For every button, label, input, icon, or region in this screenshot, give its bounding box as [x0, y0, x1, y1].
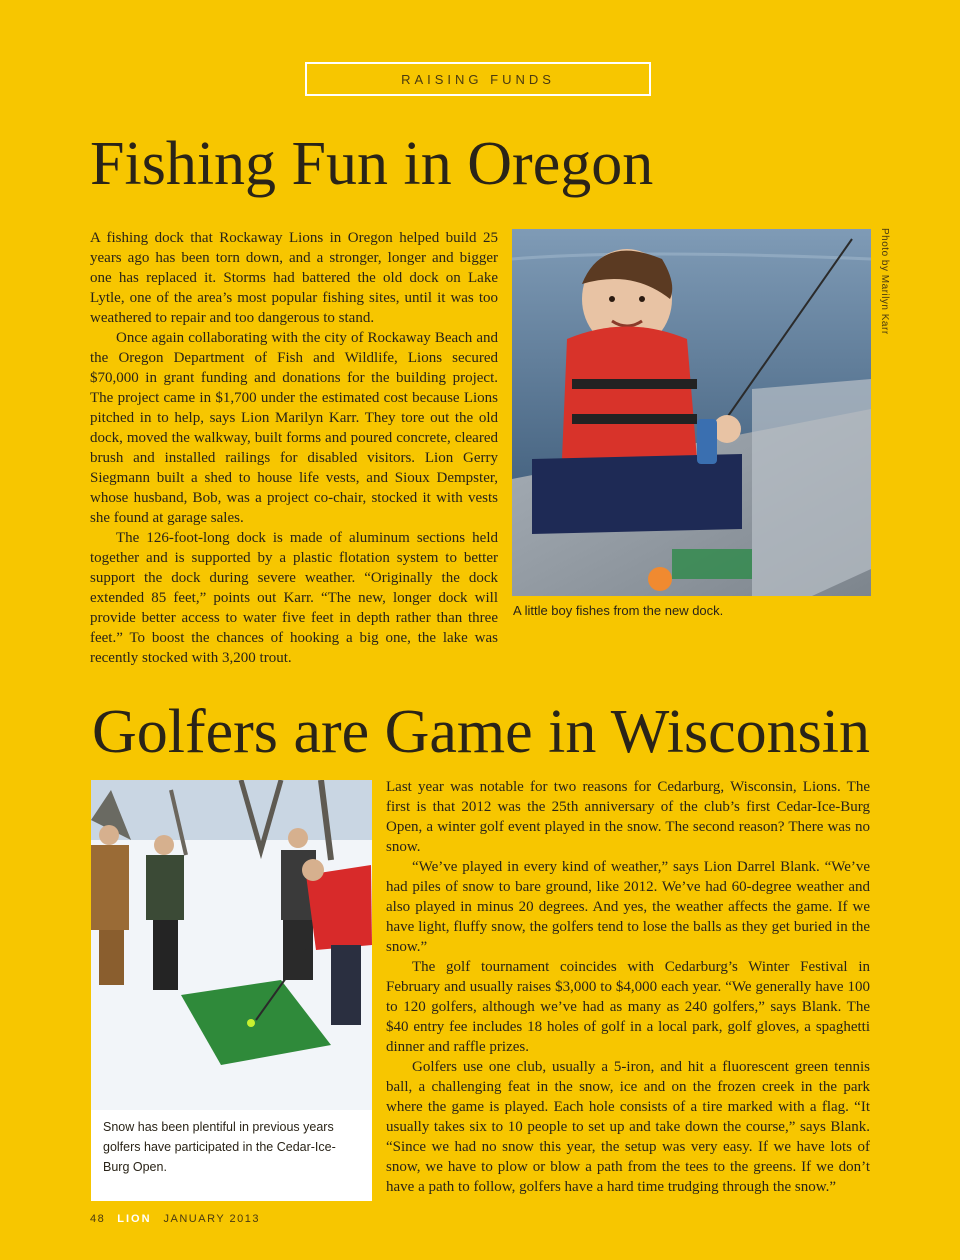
article1-headline: Fishing Fun in Oregon	[90, 130, 654, 198]
article2-body	[386, 777, 870, 1197]
article2-headline: Golfers are Game in Wisconsin	[92, 698, 871, 766]
article1-paragraph: A fishing dock that Rockaway Lions in Oregon helped build 25 years ago has been torn down, and a stronger, longer and bigger one has replaced it. Storms had battered the old dock on Lake Lytle, one of the area’s most popular fishing sites, until it was too weathered to repair and too dangerous to stand.	[90, 230, 498, 326]
article2-paragraph: Golfers use one club, usually a 5-iron, and hit a fluorescent green tennis ball, a challenging feat in the snow, ice and on the frozen creek in the park where the game is played. Each hole consists of a tire marked with a flag. “It usually takes six to 10 people to set up and take down the course,” says Blank. “Since we had no snow this year, the setup was very easy. If we have lots of snow, we have to plow or blow a path from the tees to the greens. If we don’t have a path to follow, golfers have a hard time trudging through the snow.”	[386, 1059, 870, 1195]
article2-paragraph: Last year was notable for two reasons for Cedarburg, Wisconsin, Lions. The first is that 2012 was the 25th anniversary of the club’s first Cedar-Ice-Burg Open, a winter golf event played in the snow. The second reason? There was no snow.	[386, 779, 870, 855]
golfers-photo	[91, 780, 372, 1110]
boy-fishing-illustration	[512, 229, 871, 596]
photo1-caption: A little boy fishes from the new dock.	[513, 603, 724, 618]
photo2-caption: Snow has been plentiful in previous years golfers have participated in the Cedar-Ice-Burg Open.	[103, 1120, 336, 1174]
section-label: RAISING FUNDS	[305, 62, 651, 96]
issue-date: JANUARY 2013	[163, 1213, 261, 1225]
photo-credit: Photo by Marilyn Karr	[879, 228, 890, 335]
page-number: 48	[90, 1213, 106, 1225]
article2-paragraph: “We’ve played in every kind of weather,” says Lion Darrel Blank. “We’ve had piles of snow to bare ground, like 2012. We’ve had 60-degree weather and also played in minus 20 degrees. And yes, the weather affects the game. If we have light, fluffy snow, the golfers tend to lose the balls as they get buried in the snow.”	[386, 859, 870, 955]
article1-body	[90, 228, 498, 668]
magazine-brand: LION	[117, 1213, 152, 1225]
article1-paragraph: Once again collaborating with the city of Rockaway Beach and the Oregon Department of Fish and Wildlife, Lions secured $70,000 in grant funding and donations for the building project. The project came in $1,700 under the estimated cost because Lions pitched in to help, says Lion Marilyn Karr. They tore out the old dock, moved the walkway, built forms and poured concrete, cleared brush and installed railings for disabled visitors. Lion Gerry Siegmann built a shed to house life vests, and Sioux Dempster, whose husband, Bob, was a project co-chair, stocked it with vests she found at garage sales.	[90, 330, 498, 526]
golfers-snow-illustration	[91, 780, 372, 1110]
article1-paragraph: The 126-foot-long dock is made of aluminum sections held together and is supported by a plastic flotation system to better support the dock during severe weather. “Originally the dock extended 85 feet,” points out Karr. “The new, longer dock will provide better access to water five feet in depth rather than three feet.” To boost the chances of hooking a big one, the lake was recently stocked with 3,200 trout.	[90, 530, 498, 666]
page-footer	[90, 1213, 260, 1225]
article2-paragraph: The golf tournament coincides with Cedarburg’s Winter Festival in February and usually raises $3,000 to $4,000 each year. “We generally have 100 to 120 golfers, although we’ve had as many as 240 golfers,” says Blank. The $40 entry fee includes 18 holes of golf in a local park, golf gloves, a spaghetti dinner and raffle prizes.	[386, 959, 870, 1055]
boy-fishing-photo	[512, 229, 871, 596]
golfers-photo-frame	[91, 780, 372, 1201]
